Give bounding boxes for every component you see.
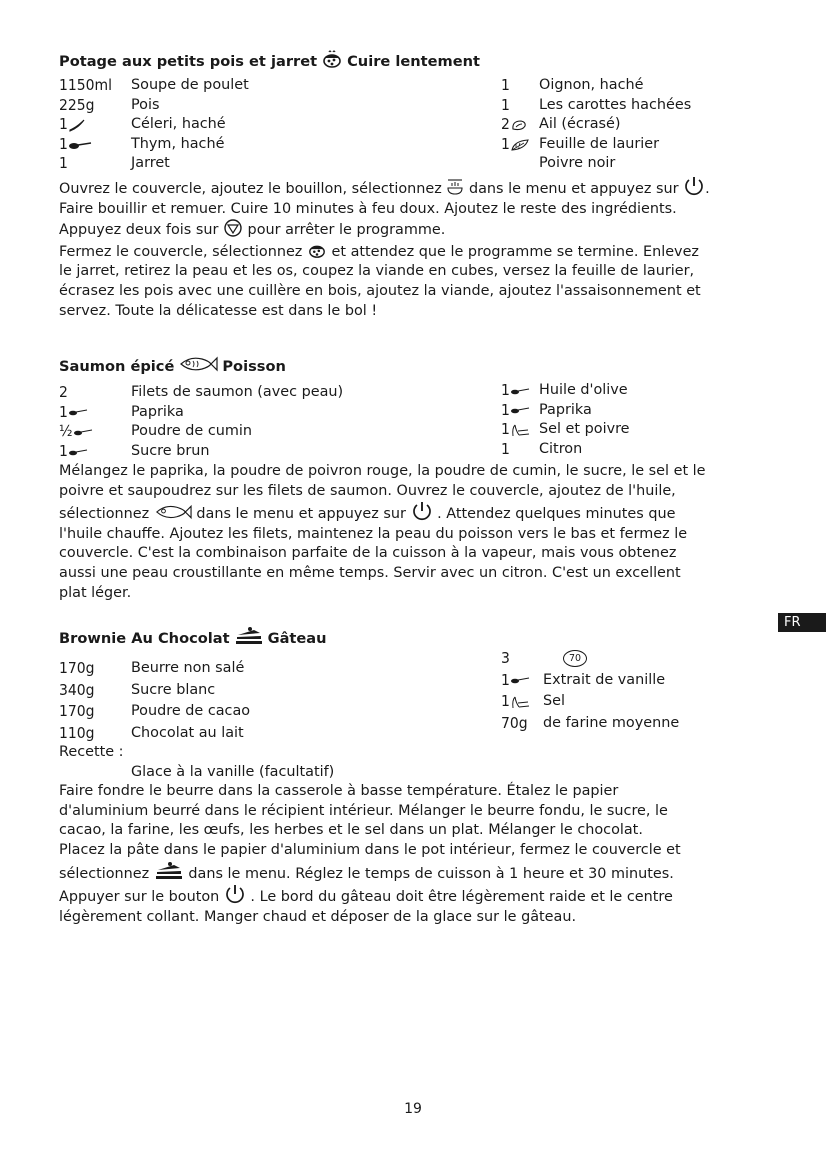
ingredient-row	[501, 440, 630, 460]
instruction-line: l'huile chauffe. Ajoutez les filets, maintenez la peau du poisson vers le bas et fermez le	[59, 525, 688, 542]
recipe-instructions	[59, 462, 779, 603]
stop-button-icon	[223, 219, 243, 237]
ingredient-qty: 70g	[501, 713, 528, 732]
recipe-brownie	[59, 628, 779, 927]
ingredient-qty: 1	[501, 400, 510, 419]
ingredient-name: Huile d'olive	[539, 382, 628, 398]
ingredient-name: Jarret	[131, 155, 170, 172]
recette-item: Glace à la vanille (facultatif)	[131, 763, 335, 780]
cake-icon	[234, 626, 264, 652]
ingredient-qty: 1	[59, 134, 68, 153]
ingredients-left	[59, 659, 250, 743]
ingredient-name: Sel	[543, 693, 565, 710]
tablespoon-icon	[68, 139, 92, 151]
ingredient-row	[59, 76, 249, 96]
instruction-line: Placez la pâte dans le papier d'aluminium dans le pot intérieur, fermez le couvercle et	[59, 841, 681, 858]
ingredient-qty: 1	[501, 439, 510, 458]
ingredient-qty: 170g	[59, 702, 95, 721]
recipe-title-row	[59, 356, 779, 378]
instruction-line: Appuyer sur le bouton . Le bord du gâteau doit être légèrement raide et le centre	[59, 884, 779, 908]
ingredient-name: Paprika	[539, 401, 592, 418]
egg-70-icon: 70	[563, 650, 587, 667]
ingredient-name: de farine moyenne	[543, 714, 680, 731]
ingredient-qty: 1	[501, 670, 510, 689]
ingredient-qty: 225g	[59, 95, 95, 114]
recipe-mode: Poisson	[222, 358, 286, 376]
cake-icon	[154, 861, 184, 881]
ingredient-qty: 1	[501, 95, 510, 114]
instruction-line: couvercle. C'est la combinaison parfaite de la cuisson à la vapeur, mais vous obtenez	[59, 545, 677, 562]
ingredient-row	[501, 420, 630, 440]
teaspoon-icon	[510, 386, 530, 396]
ingredients-right	[501, 76, 691, 174]
ingredient-name: Les carottes hachées	[539, 96, 692, 113]
recipe-title: Saumon épicé	[59, 358, 175, 376]
ingredient-name: Soupe de poulet	[131, 77, 249, 93]
ingredient-row	[59, 442, 343, 462]
instruction-line: légèrement collant. Manger chaud et déposer de la glace sur le gâteau.	[59, 908, 577, 925]
garlic-clove-icon	[510, 118, 528, 132]
ingredient-name: Poudre de cacao	[131, 703, 251, 720]
ingredient-qty: 1	[501, 381, 510, 399]
ingredient-qty: 1	[501, 420, 510, 439]
ingredient-name: Citron	[539, 440, 583, 457]
recipe-mode: Cuire lentement	[347, 53, 481, 71]
ingredient-qty: 110g	[59, 723, 95, 742]
recipe-title: Brownie Au Chocolat	[59, 630, 230, 648]
ingredient-name: Filets de saumon (avec peau)	[131, 384, 344, 400]
ingredient-row	[59, 702, 250, 722]
instruction-line: Faire fondre le beurre dans la casserole à basse température. Étalez le papier	[59, 783, 619, 800]
instruction-line: aussi une peau croustillante en même temps. Servir avec un citron. C'est un excellent	[59, 564, 681, 581]
ingredient-qty: 1	[59, 115, 68, 134]
ingredient-row	[59, 115, 249, 135]
ingredient-qty: 170g	[59, 659, 95, 677]
ingredient-row	[501, 135, 691, 155]
ingredient-row	[501, 154, 691, 174]
celery-stick-icon	[68, 118, 86, 132]
ingredient-name: Paprika	[131, 403, 184, 420]
ingredient-row	[501, 692, 679, 712]
bay-leaf-icon	[510, 138, 530, 152]
recipe-title-row	[59, 51, 779, 73]
instruction-line: poivre et saupoudrez sur les filets de saumon. Ouvrez le couvercle, ajoutez de l'huile,	[59, 482, 676, 499]
ingredient-name: Pois	[131, 96, 160, 113]
recette-label: Recette :	[59, 744, 124, 760]
ingredients-left	[59, 76, 249, 174]
ingredient-row	[501, 115, 691, 135]
ingredient-row	[501, 671, 679, 691]
instruction-line: le jarret, retirez la peau et les os, coupez la viande en cubes, versez la feuille de laurier,	[59, 263, 695, 280]
teaspoon-icon	[68, 407, 88, 417]
ingredient-row	[59, 724, 250, 744]
ingredient-name: Sel et poivre	[539, 421, 630, 438]
instruction-line: servez. Toute la délicatesse est dans le bol !	[59, 302, 378, 319]
instruction-line: écrasez les pois avec une cuillère en bois, ajoutez la viande, ajoutez l'assaisonnement et	[59, 282, 701, 299]
recipe-instructions	[59, 176, 779, 321]
ingredient-name: Sucre brun	[131, 442, 210, 459]
instruction-line: Mélangez le paprika, la poudre de poivron rouge, la poudre de cumin, le sucre, le sel et le	[59, 463, 706, 479]
ingredient-qty: 2	[59, 383, 68, 401]
recipe-instructions	[59, 743, 779, 927]
ingredient-name: Céleri, haché	[131, 116, 226, 133]
recipe-mode: Gâteau	[267, 630, 327, 648]
ingredient-qty: 1	[59, 441, 68, 460]
instruction-line: sélectionnez dans le menu. Réglez le temps de cuisson à 1 heure et 30 minutes.	[59, 861, 779, 885]
ingredient-row	[501, 381, 630, 401]
instruction-line: Fermez le couvercle, sélectionnez et attendez que le programme se termine. Enlevez	[59, 241, 779, 263]
ingredient-qty: 1	[59, 402, 68, 421]
ingredient-row	[59, 422, 343, 442]
ingredient-qty: 340g	[59, 680, 95, 699]
teaspoon-icon	[68, 447, 88, 457]
ingredient-row	[59, 96, 249, 116]
slow-cook-pot-icon	[307, 241, 327, 259]
recipe-saumon	[59, 356, 779, 603]
ingredient-qty: 3	[501, 649, 510, 667]
power-button-icon	[224, 884, 246, 904]
pinch-icon	[510, 695, 530, 709]
ingredients-right	[501, 381, 630, 459]
ingredients-right	[501, 649, 679, 733]
ingredient-row	[501, 649, 679, 669]
power-button-icon	[411, 501, 433, 521]
recipe-title: Potage aux petits pois et jarret	[59, 53, 318, 71]
fish-icon	[154, 503, 192, 521]
ingredient-row	[59, 403, 343, 423]
soup-steam-icon	[446, 178, 464, 196]
ingredient-qty: 1150ml	[59, 76, 112, 94]
ingredient-name: Thym, haché	[131, 135, 225, 152]
teaspoon-icon	[510, 675, 530, 685]
teaspoon-icon	[73, 427, 93, 437]
ingredient-row	[501, 96, 691, 116]
ingredient-name: Sucre blanc	[131, 681, 216, 698]
recipe-title-row	[59, 628, 779, 650]
ingredient-qty: 2	[501, 115, 510, 134]
ingredient-row	[59, 383, 343, 403]
ingredient-qty: 1	[501, 76, 510, 94]
instruction-line: Ouvrez le couvercle, ajoutez le bouillon, sélectionnez dans le menu et appuyez sur .	[59, 176, 779, 200]
ingredient-row	[501, 714, 679, 734]
slow-cook-pot-icon	[321, 49, 343, 75]
ingredient-qty: 1	[501, 134, 510, 153]
page-number: 19	[404, 1101, 422, 1117]
ingredient-row	[59, 681, 250, 701]
ingredient-name: Feuille de laurier	[539, 135, 660, 152]
ingredient-name: Beurre non salé	[131, 660, 245, 676]
power-button-icon	[683, 176, 705, 196]
instruction-line: plat léger.	[59, 584, 132, 601]
recipe-potage	[59, 51, 779, 321]
ingredient-name: Poivre noir	[539, 155, 616, 172]
fish-icon	[178, 355, 218, 379]
teaspoon-icon	[510, 405, 530, 415]
ingredients-left	[59, 383, 343, 461]
language-tab: FR	[778, 613, 826, 632]
instruction-line: Appuyez deux fois sur pour arrêter le programme.	[59, 219, 779, 241]
pinch-icon	[510, 423, 530, 437]
instruction-line: d'aluminium beurré dans le récipient intérieur. Mélanger le beurre fondu, le sucre, le	[59, 802, 668, 819]
instruction-line: sélectionnez dans le menu et appuyez sur . Attendez quelques minutes que	[59, 501, 779, 525]
ingredient-qty: 1	[59, 154, 68, 173]
instruction-line: Faire bouillir et remuer. Cuire 10 minutes à feu doux. Ajoutez le reste des ingrédients.	[59, 200, 677, 217]
ingredient-name: Ail (écrasé)	[539, 116, 621, 133]
ingredient-qty: 1	[501, 692, 510, 711]
ingredient-name: Poudre de cumin	[131, 423, 252, 440]
ingredient-name: Oignon, haché	[539, 77, 644, 93]
ingredient-qty: ½	[59, 422, 73, 441]
ingredient-name: Chocolat au lait	[131, 724, 244, 741]
ingredient-row	[501, 401, 630, 421]
ingredient-name: Extrait de vanille	[543, 671, 666, 688]
ingredient-row	[501, 76, 691, 96]
ingredient-row	[59, 154, 249, 174]
instruction-line: cacao, la farine, les œufs, les herbes et le sel dans un plat. Mélanger le chocolat.	[59, 822, 643, 839]
ingredient-row	[59, 135, 249, 155]
ingredient-row	[59, 659, 250, 679]
